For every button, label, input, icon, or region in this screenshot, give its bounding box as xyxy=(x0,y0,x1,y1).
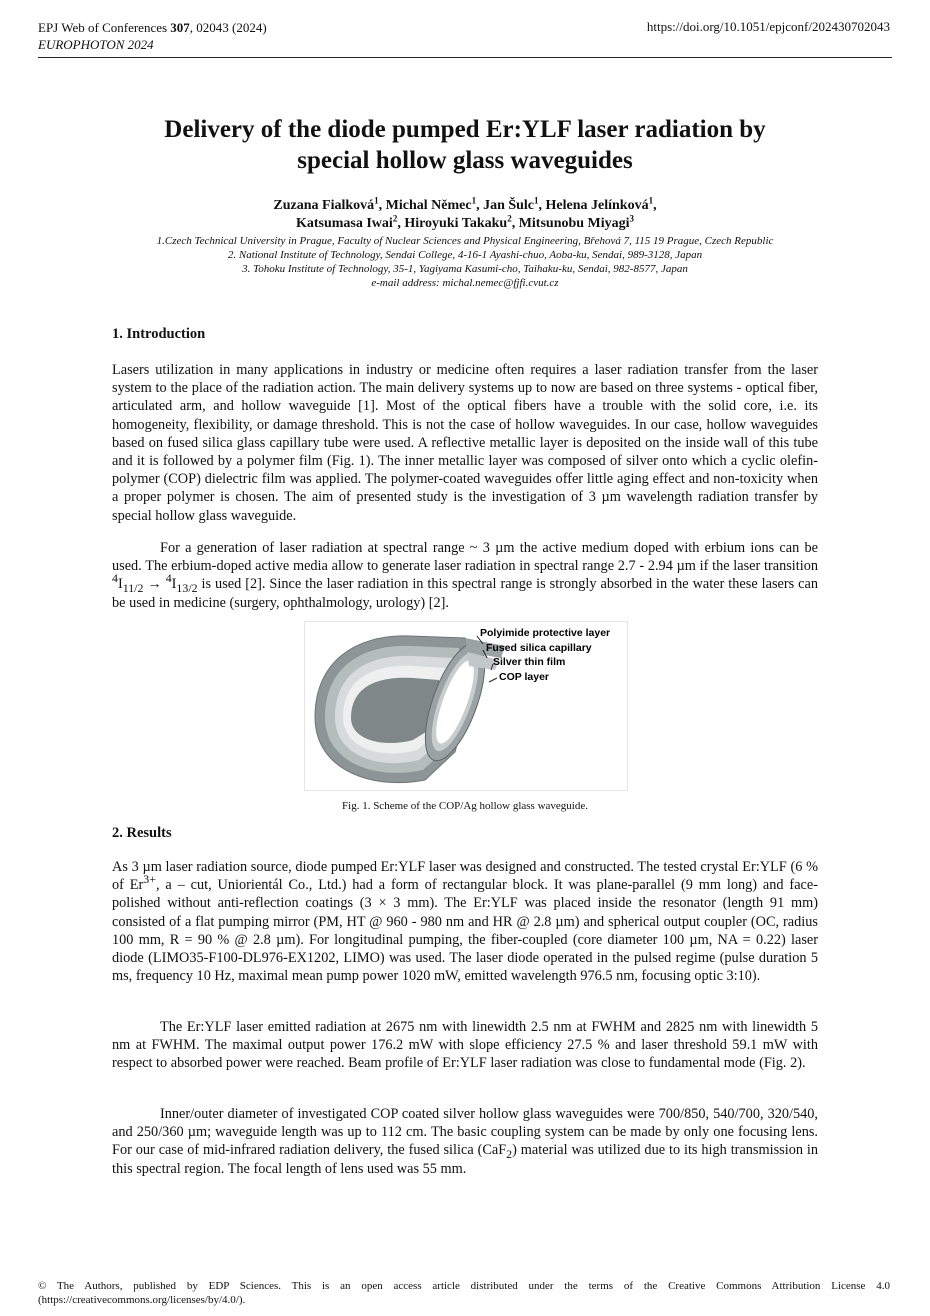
results-paragraph-3: Inner/outer diameter of investigated COP coated silver hollow glass waveguides were 700/850, 540/700, 320/540, and 250/360 µm; waveguide length was up to 112 cm. The basic coupling system can be made by only one focusing lens. For our case of mid-infrared radiation delivery, the fused silica (CaF$_2$) material was utilized due to its high transmission in this spectral region. The focal length of lens used was 55 mm. xyxy=(112,1106,819,1177)
label-polyimide-layer: Polyimide protective layer xyxy=(480,627,611,639)
results-paragraph-1: As 3 µm laser radiation source, diode pumped Er:YLF laser was designed and constructed. The tested crystal Er:YLF (6 % of $Er^{3+}$, a – cut, Uniorientál Co., Ltd.) had a form of rectangular block. It was plane-parallel (9 mm long) and face-polished without anti-reflection coatings (3 × 3 mm). The Er:YLF was placed inside the resonator (length 91 mm) consisted of a flat pumping mirror (PM, HT @ 960 - 980 nm and HR @ 2.8 µm) and spherical output coupler (OC, radius 100 mm, R = 90 % @ 2.8 µm). For longitudinal pumping, the fiber-coupled (core diameter 100 µm, NA = 0.22) laser diode (LIMO35-F100-DL976-EX1202, LIMO) was used. The laser diode operated in the pulsed regime (pulse duration 5 ms, frequency 10 Hz, maximal mean pump power 1020 mW, emitted wavelength 976.5 nm, focusing optic 3:10). xyxy=(112,859,818,985)
journal-citation: EPJ Web of Conferences 307, 02043 (2024) xyxy=(38,20,267,35)
conference-name: EUROPHOTON 2024 xyxy=(38,37,154,52)
affiliation-2: 2. National Institute of Technology, Sendai College, 4-16-1 Ayashi-chuo, Aoba-ku, Sendai, 989-3128, Japan xyxy=(227,249,703,261)
waveguide-scheme-figure xyxy=(304,621,628,791)
affiliation-3: 3. Tohoku Institute of Technology, 35-1, Yagiyama Kasumi-cho, Taihaku-ku, Sendai, 982-8577, Japan xyxy=(242,263,688,275)
affiliation-1: 1.Czech Technical University in Prague, Faculty of Nuclear Sciences and Physical Engineering, Břehová 7, 115 19 Prague, Czech Republic xyxy=(156,235,774,247)
license-footer: © The Authors, published by EDP Sciences. This is an open access article distributed under the terms of the Creative Commons Attribution License 4.0 (https://creativecommons.org/licenses/by/4.0/). xyxy=(38,1280,890,1306)
affiliations xyxy=(90,234,840,290)
paper-title: Delivery of the diode pumped Er:YLF laser radiation by special hollow glass waveguides xyxy=(164,116,766,174)
section-heading-results: 2. Results xyxy=(112,825,172,841)
contact-email[interactable]: e-mail address: michal.nemec@fjfi.cvut.cz xyxy=(371,277,559,289)
volume-number: 307 xyxy=(170,20,190,35)
label-fused-silica: Fused silica capillary xyxy=(486,642,592,654)
intro-paragraph-2: For a generation of laser radiation at spectral range ~ 3 µm the active medium doped with erbium ions can be used. The erbium-doped active media allow to generate laser radiation in spectral range 2.7 - 2.94 µm if the laser transition $^4I_{11/2} \to ^4I_{13/2}$ is used [2]. Since the laser radiation in this spectral range is strongly absorbed in the water these lasers can be used in medicine (surgery, ophthalmology, urology) [2]. xyxy=(112,540,818,611)
label-cop-layer: COP layer xyxy=(499,671,550,683)
author-list: Zuzana Fialková$^1$, Michal Němec$^1$, Jan Šulc$^1$, Helena Jelínková$^1$, Katsumasa Iwai$^2$, Hiroyuki Takaku$^2$, Mitsunobu Miyagi$^3$ xyxy=(273,195,657,231)
intro-paragraph-1: Lasers utilization in many applications in industry or medicine often requires a laser radiation transfer from the laser system to the place of the radiation action. The main delivery systems up to now are based on three systems - optical fiber, articulated arm, and hollow waveguide [1]. Most of the optical fibers have a trouble with the solid core, i.e. its homogeneity, flexibility, or damage threshold. This is not the case of hollow waveguides. In our case, hollow waveguides based on fused silica glass capillary tube were used. A reflective metallic layer is deposited on the inside wall of this tube and it is followed by a polymer film (Fig. 1). The inner metallic layer was composed of silver onto which a cyclic olefin-polymer (COP) dielectric film was applied. The polymer-coated waveguides offer little aging effect and non-toxicity when a proper polymer is chosen. The aim of presented study is the investigation of 3 µm wavelength radiation transfer by special hollow glass waveguide. xyxy=(112,362,818,524)
doi-link[interactable]: https://doi.org/10.1051/epjconf/202430702043 xyxy=(646,19,890,34)
label-silver-film: Silver thin film xyxy=(493,656,566,668)
running-header xyxy=(38,19,267,53)
section-heading-introduction: 1. Introduction xyxy=(112,326,206,342)
results-paragraph-2: The Er:YLF laser emitted radiation at 2675 nm with linewidth 2.5 nm at FWHM and 2825 nm with linewidth 5 nm at FWHM. The maximal output power 176.2 mW with slope efficiency 27.5 % and laser threshold 59.1 mW with respect to absorbed power were reached. Beam profile of Er:YLF laser radiation was close to fundamental mode (Fig. 2). xyxy=(112,1019,818,1072)
header-divider xyxy=(38,57,892,58)
figure-caption: Fig. 1. Scheme of the COP/Ag hollow glass waveguide. xyxy=(342,800,588,812)
waveguide-cross-section-drawing xyxy=(305,622,627,790)
